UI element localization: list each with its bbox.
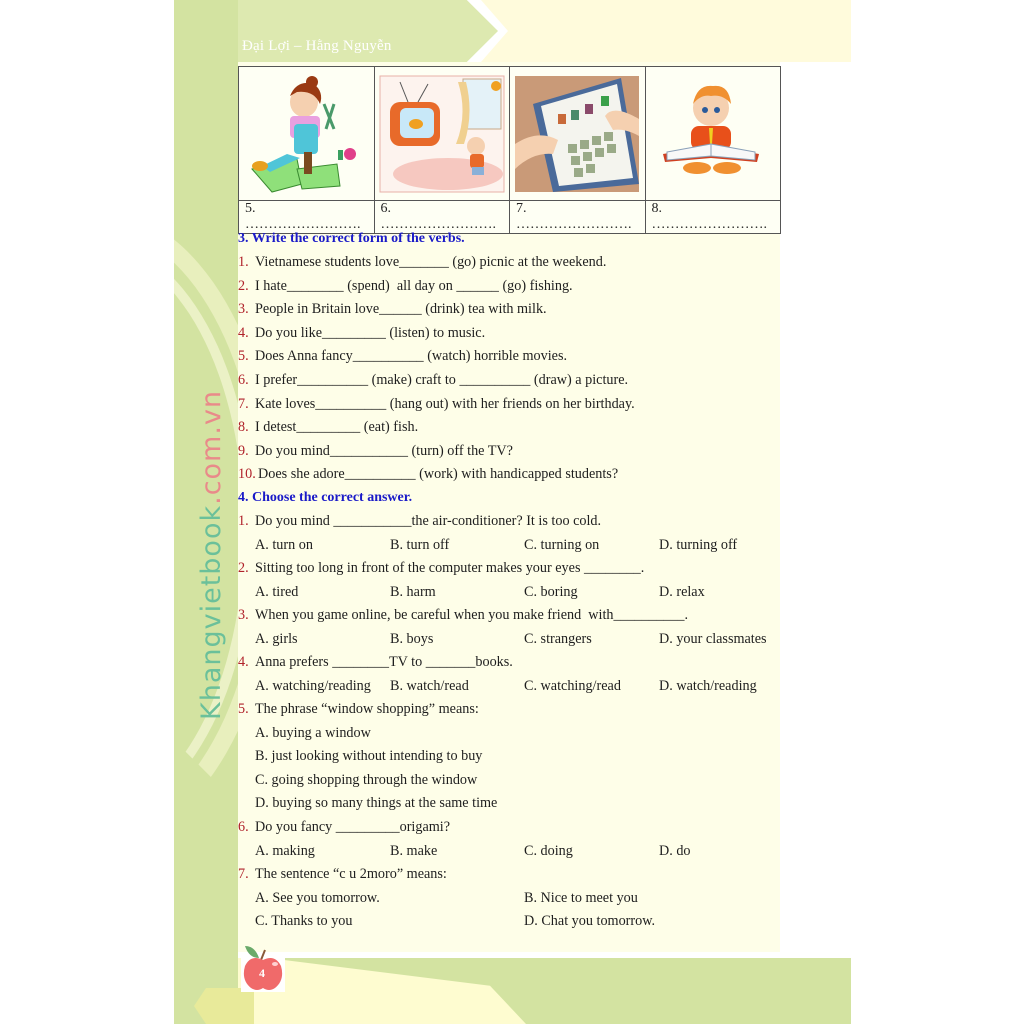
child-watching-tv-icon xyxy=(378,74,506,194)
answer-option: C. strangers xyxy=(524,631,592,647)
answer-option: B. harm xyxy=(390,584,436,600)
answer-option: A. tired xyxy=(255,584,299,600)
answer-option: B. just looking without intending to buy xyxy=(255,748,483,764)
answer-option: C. turning on xyxy=(524,537,600,553)
answer-option: D. relax xyxy=(659,584,705,600)
answer-option: D. Chat you tomorrow. xyxy=(524,913,656,929)
exercise4-question: 7. The sentence “c u 2moro” means: xyxy=(238,866,447,882)
exercise4-title: 4. Choose the correct answer. xyxy=(238,490,413,505)
answer-option: C. boring xyxy=(524,584,578,600)
answer-option: C. going shopping through the window xyxy=(255,772,478,788)
picture-cell xyxy=(645,67,781,201)
watermark xyxy=(196,390,227,720)
exercise3-item: 1. Vietnamese students love_______ (go) picnic at the weekend. xyxy=(238,254,607,270)
exercise3-item: 6. I prefer__________ (make) craft to __________ (draw) a picture. xyxy=(238,372,629,388)
exercise4-question: 6. Do you fancy _________origami? xyxy=(238,819,451,835)
workbook-page xyxy=(174,0,851,1024)
exercise3-item: 3. People in Britain love______ (drink) tea with milk. xyxy=(238,301,547,317)
answer-option: D. turning off xyxy=(659,537,738,553)
answer-option: D. do xyxy=(659,843,691,859)
exercise3-title: 3. Write the correct form of the verbs. xyxy=(238,231,465,246)
author-header: Đại Lợi – Hằng Nguyễn xyxy=(242,38,392,54)
exercise4-question: 5. The phrase “window shopping” means: xyxy=(238,701,479,717)
answer-option: D. buying so many things at the same time xyxy=(255,795,498,811)
exercise3-item: 9. Do you mind___________ (turn) off the TV? xyxy=(238,443,513,459)
exercise3-item: 2. I hate________ (spend) all day on ______ (go) fishing. xyxy=(238,278,573,294)
answer-option: A. girls xyxy=(255,631,298,647)
picture-cell xyxy=(374,67,510,201)
exercise3-item: 7. Kate loves__________ (hang out) with her friends on her birthday. xyxy=(238,396,635,412)
answer-option: A. turn on xyxy=(255,537,313,553)
exercise4-question: 4. Anna prefers ________TV to _______books. xyxy=(238,654,513,670)
exercise4-question: 3. When you game online, be careful when you make friend with__________. xyxy=(238,607,688,623)
girl-cutting-paper-icon xyxy=(242,74,370,194)
answer-option: C. watching/read xyxy=(524,678,621,694)
answer-option: C. Thanks to you xyxy=(255,913,353,929)
exercise3-item: 10. Does she adore__________ (work) with handicapped students? xyxy=(238,466,619,482)
stamp-collecting-icon xyxy=(513,74,641,194)
picture-answer-label: 6. ……………………. xyxy=(374,201,510,234)
answer-option: D. watch/reading xyxy=(659,678,757,694)
exercise4-question: 2. Sitting too long in front of the computer makes your eyes ________. xyxy=(238,560,645,576)
picture-cell xyxy=(510,67,646,201)
watermark-domain: .com.vn xyxy=(196,389,227,505)
picture-answer-label: 8. ……………………. xyxy=(645,201,781,234)
page-number: 4 xyxy=(259,966,265,980)
answer-option: C. doing xyxy=(524,843,573,859)
watermark-brand: Khangvietbook xyxy=(196,504,227,720)
exercise3-item: 8. I detest_________ (eat) fish. xyxy=(238,419,419,435)
picture-cell xyxy=(239,67,375,201)
answer-option: B. Nice to meet you xyxy=(524,890,638,906)
picture-table xyxy=(238,66,781,234)
answer-option: B. make xyxy=(390,843,438,859)
answer-option: B. boys xyxy=(390,631,434,647)
boy-reading-book-icon xyxy=(649,74,777,194)
exercise3-item: 5. Does Anna fancy__________ (watch) horrible movies. xyxy=(238,348,568,364)
answer-option: A. watching/reading xyxy=(255,678,371,694)
answer-option: B. watch/read xyxy=(390,678,469,694)
exercise3-item: 4. Do you like_________ (listen) to music. xyxy=(238,325,486,341)
answer-option: B. turn off xyxy=(390,537,450,553)
answer-option: A. See you tomorrow. xyxy=(255,890,380,906)
footer-hex-decoration xyxy=(194,988,254,1024)
picture-answer-label: 7. ……………………. xyxy=(510,201,646,234)
answer-option: D. your classmates xyxy=(659,631,767,647)
picture-answer-label: 5. ……………………. xyxy=(239,201,375,234)
exercise4-question: 1. Do you mind ___________the air-conditioner? It is too cold. xyxy=(238,513,602,529)
answer-option: A. buying a window xyxy=(255,725,371,741)
answer-option: A. making xyxy=(255,843,315,859)
